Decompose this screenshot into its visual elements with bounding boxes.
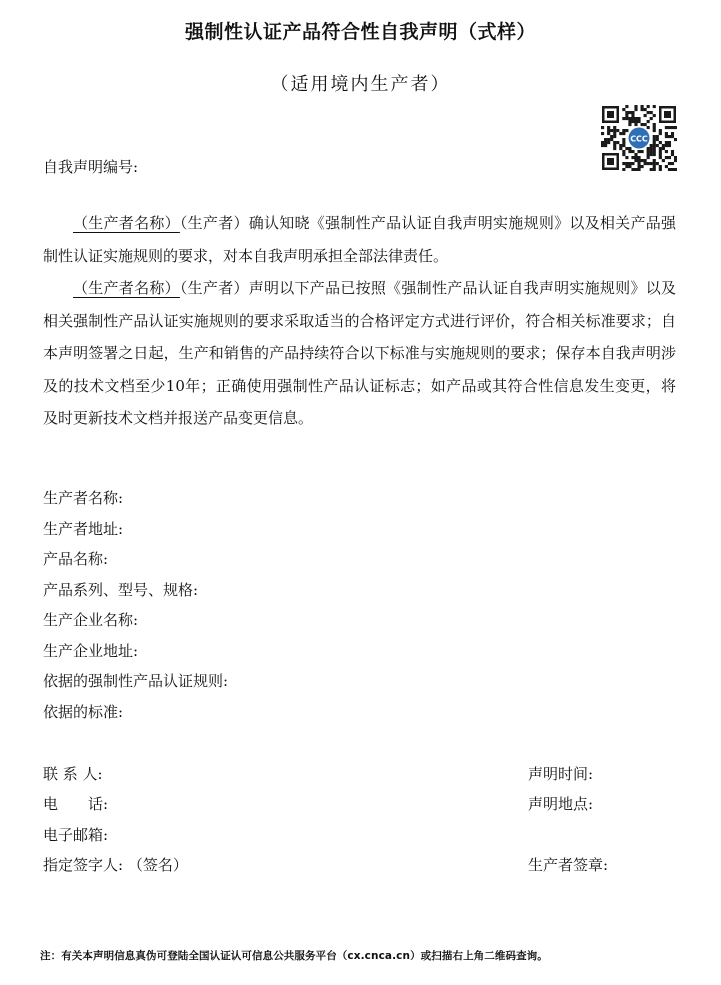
qr-module — [644, 114, 647, 117]
qr-module — [668, 135, 671, 138]
qr-module — [653, 159, 656, 162]
qr-module — [653, 126, 656, 129]
qr-module — [631, 168, 634, 171]
qr-module — [647, 120, 650, 123]
qr-module — [613, 135, 616, 138]
qr-module — [668, 144, 671, 147]
qr-module — [659, 129, 662, 132]
qr-module — [653, 129, 656, 132]
qr-module — [644, 162, 647, 165]
qr-module — [653, 165, 656, 168]
field-product-name: 产品名称: — [43, 550, 109, 568]
qr-module — [625, 165, 628, 168]
qr-module — [625, 156, 628, 159]
qr-module — [631, 156, 634, 159]
qr-module — [653, 114, 656, 117]
qr-module — [625, 147, 628, 150]
qr-module — [622, 162, 625, 165]
qr-module — [607, 141, 610, 144]
qr-finder-top-right — [659, 106, 676, 123]
qr-module — [653, 168, 656, 171]
qr-module — [634, 117, 637, 120]
qr-module — [656, 138, 659, 141]
qr-module — [665, 135, 668, 138]
qr-module — [674, 168, 677, 171]
qr-module — [631, 120, 634, 123]
qr-module — [607, 126, 610, 129]
qr-module — [622, 153, 625, 156]
qr-module — [613, 147, 616, 150]
qr-module — [647, 153, 650, 156]
page-title: 强制性认证产品符合性自我声明（式样） — [184, 21, 536, 43]
qr-module — [628, 162, 631, 165]
qr-module — [653, 144, 656, 147]
qr-module — [659, 132, 662, 135]
qr-module — [622, 138, 625, 141]
qr-module — [607, 129, 610, 132]
declaration-paragraph — [43, 272, 676, 435]
qr-module — [604, 138, 607, 141]
qr-module — [631, 114, 634, 117]
qr-module — [665, 156, 668, 159]
product-info-fields — [43, 483, 228, 727]
qr-module — [659, 168, 662, 171]
qr-finder-bottom-left — [602, 153, 619, 170]
qr-module — [604, 141, 607, 144]
qr-module — [637, 165, 640, 168]
qr-module — [622, 132, 625, 135]
qr-module — [625, 111, 628, 114]
footnote: 注：有关本声明信息真伪可登陆全国认证认可信息公共服务平台（cx.cnca.cn）或扫描右上角二维码查询。 — [40, 950, 548, 962]
qr-module — [641, 123, 644, 126]
qr-module — [628, 123, 631, 126]
qr-module — [671, 153, 674, 156]
qr-module — [619, 132, 622, 135]
qr-module — [604, 144, 607, 147]
qr-module — [653, 123, 656, 126]
qr-module — [650, 117, 653, 120]
qr-module — [631, 117, 634, 120]
qr-module — [653, 138, 656, 141]
qr-module — [631, 111, 634, 114]
qr-module — [634, 105, 637, 108]
qr-module — [668, 141, 671, 144]
qr-module — [653, 147, 656, 150]
contact-person-label: 联 系 人: — [43, 765, 103, 783]
qr-module — [637, 120, 640, 123]
qr-module — [634, 123, 637, 126]
qr-module — [637, 162, 640, 165]
qr-module — [671, 135, 674, 138]
qr-module — [641, 150, 644, 153]
qr-module — [641, 108, 644, 111]
qr-module — [656, 135, 659, 138]
qr-code-icon[interactable] — [601, 105, 677, 171]
qr-module — [622, 150, 625, 153]
qr-module — [637, 150, 640, 153]
qr-module — [650, 150, 653, 153]
qr-module — [647, 111, 650, 114]
qr-module — [644, 108, 647, 111]
qr-module — [625, 117, 628, 120]
qr-module — [659, 156, 662, 159]
field-producer-name: 生产者名称: — [43, 489, 124, 507]
acknowledgement-text: （生产者）确认知晓《强制性产品认证自我声明实施规则》以及相关产品强制性认证实施规则的要求，对本自我声明承担全部法律责任。 — [43, 214, 676, 265]
qr-module — [641, 159, 644, 162]
qr-module — [647, 150, 650, 153]
qr-module — [665, 132, 668, 135]
qr-module — [634, 168, 637, 171]
qr-module — [653, 150, 656, 153]
qr-module — [665, 165, 668, 168]
page-subtitle: （适用境内生产者） — [270, 74, 451, 95]
qr-module — [644, 159, 647, 162]
qr-module — [613, 141, 616, 144]
qr-module — [616, 141, 619, 144]
qr-module — [662, 147, 665, 150]
field-product-series-model-spec: 产品系列、型号、规格: — [43, 580, 199, 599]
qr-module — [625, 105, 628, 108]
qr-module — [671, 126, 674, 129]
qr-module — [613, 144, 616, 147]
declaration-meta-block — [528, 759, 608, 880]
qr-module — [647, 156, 650, 159]
field-certification-rules: 依据的强制性产品认证规则: — [43, 672, 229, 690]
qr-module — [656, 162, 659, 165]
ccc-logo-icon — [627, 126, 651, 150]
producer-signature-label: 生产者签章: — [528, 855, 609, 874]
qr-finder-top-left — [602, 106, 619, 123]
qr-module — [622, 141, 625, 144]
qr-module — [647, 162, 650, 165]
qr-module — [671, 150, 674, 153]
qr-module — [634, 153, 637, 156]
qr-module — [662, 144, 665, 147]
qr-module — [628, 111, 631, 114]
qr-module — [659, 150, 662, 153]
email-label: 电子邮箱: — [43, 825, 109, 844]
qr-module — [668, 156, 671, 159]
qr-module — [622, 168, 625, 171]
qr-module — [628, 147, 631, 150]
acknowledgement-paragraph — [43, 207, 676, 272]
field-manufacturer-name: 生产企业名称: — [43, 611, 139, 629]
qr-module — [622, 129, 625, 132]
qr-module — [653, 141, 656, 144]
qr-module — [668, 168, 671, 171]
qr-module — [637, 156, 640, 159]
qr-module — [653, 135, 656, 138]
qr-module — [625, 129, 628, 132]
qr-module — [674, 138, 677, 141]
qr-module — [601, 144, 604, 147]
qr-module — [634, 159, 637, 162]
contact-block — [43, 759, 188, 880]
qr-module — [668, 126, 671, 129]
qr-module — [607, 138, 610, 141]
qr-module — [616, 129, 619, 132]
field-producer-address: 生产者地址: — [43, 519, 124, 538]
qr-module — [659, 147, 662, 150]
qr-module — [625, 162, 628, 165]
qr-module — [641, 105, 644, 108]
qr-module — [647, 126, 650, 129]
qr-module — [634, 156, 637, 159]
qr-module — [650, 168, 653, 171]
qr-module — [659, 165, 662, 168]
qr-module — [674, 126, 677, 129]
qr-module — [628, 120, 631, 123]
qr-module — [619, 144, 622, 147]
field-standards: 依据的标准: — [43, 702, 124, 721]
qr-module — [601, 141, 604, 144]
qr-module — [610, 135, 613, 138]
qr-module — [647, 105, 650, 108]
qr-module — [653, 162, 656, 165]
qr-module — [631, 162, 634, 165]
declaration-text: （生产者）声明以下产品已按照《强制性产品认证自我声明实施规则》以及相关强制性产品认证实施规则的要求采取适当的合格评定方式进行评价，符合相关标准要求；自本声明签署之日起，生产和销售的产品持续符合以下标准与实施规则的要求；保存本自我声明涉及的技术文档至少10年；正确使用强制性产品认证标志；如产品或其符合性信息发生变更，将及时更新技术文档并报送产品变更信息。 — [43, 279, 676, 427]
field-manufacturer-address: 生产企业地址: — [43, 641, 139, 660]
qr-module — [637, 159, 640, 162]
qr-module — [641, 165, 644, 168]
qr-module — [650, 144, 653, 147]
qr-module — [613, 129, 616, 132]
qr-module — [656, 144, 659, 147]
qr-module — [625, 114, 628, 117]
qr-module — [619, 147, 622, 150]
producer-name-placeholder: （生产者名称） — [73, 214, 180, 232]
qr-module — [637, 117, 640, 120]
qr-module — [637, 168, 640, 171]
qr-module — [628, 117, 631, 120]
qr-module — [650, 153, 653, 156]
qr-module — [610, 138, 613, 141]
qr-module — [613, 126, 616, 129]
declaration-time-label: 声明时间: — [528, 765, 594, 783]
qr-module — [668, 162, 671, 165]
qr-module — [671, 162, 674, 165]
qr-module — [665, 141, 668, 144]
signatory-label: 指定签字人: （签名） — [43, 855, 188, 874]
qr-module — [674, 159, 677, 162]
qr-module — [650, 162, 653, 165]
svg-text:CCC: CCC — [630, 134, 648, 144]
phone-label: 电 话: — [43, 795, 109, 814]
qr-module — [665, 126, 668, 129]
qr-module — [653, 153, 656, 156]
qr-module — [671, 132, 674, 135]
qr-module — [628, 150, 631, 153]
qr-module — [613, 132, 616, 135]
qr-module — [601, 132, 604, 135]
qr-module — [674, 156, 677, 159]
qr-module — [647, 147, 650, 150]
qr-module — [631, 150, 634, 153]
qr-module — [659, 141, 662, 144]
producer-name-placeholder: （生产者名称） — [73, 279, 180, 297]
qr-module — [650, 111, 653, 114]
qr-module — [622, 144, 625, 147]
qr-code-graphic — [601, 105, 677, 171]
qr-module — [665, 144, 668, 147]
qr-module — [665, 150, 668, 153]
qr-module — [607, 132, 610, 135]
qr-module — [601, 126, 604, 129]
qr-module — [659, 153, 662, 156]
qr-module — [634, 120, 637, 123]
declaration-place-label: 声明地点: — [528, 795, 594, 814]
qr-module — [644, 123, 647, 126]
qr-module — [628, 165, 631, 168]
qr-module — [671, 168, 674, 171]
qr-module — [622, 108, 625, 111]
qr-module — [610, 129, 613, 132]
qr-module — [634, 108, 637, 111]
qr-module — [653, 105, 656, 108]
declaration-number-label: 自我声明编号: — [43, 158, 139, 176]
qr-module — [662, 159, 665, 162]
qr-module — [622, 117, 625, 120]
qr-module — [650, 147, 653, 150]
